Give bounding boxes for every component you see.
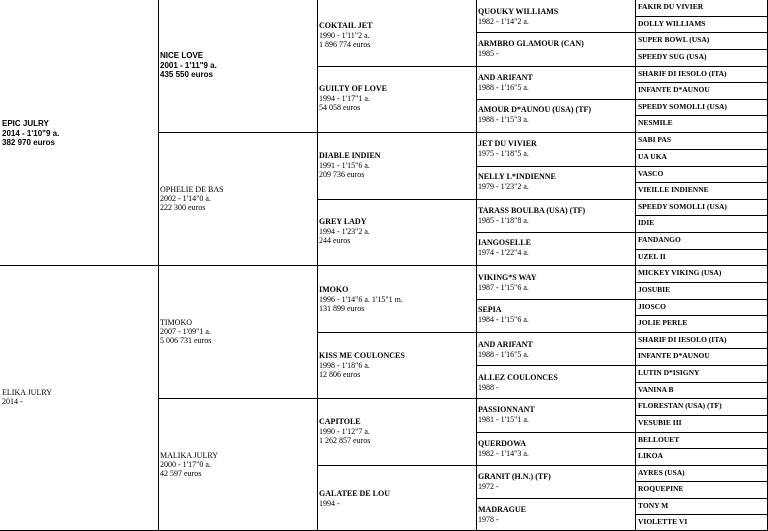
g3-info: 1996 - 1'14"6 a. 1'15"1 m.: [319, 295, 403, 304]
g4-name[interactable]: IANGOSELLE: [478, 238, 531, 247]
sire-info: 2001 - 1'11"9 a.: [160, 61, 217, 70]
g5-cell: [636, 250, 768, 266]
g3-earnings: 12 806 euros: [319, 370, 361, 379]
g5-cell: [636, 100, 768, 116]
g5-name[interactable]: DOLLY WILLIAMS: [638, 19, 706, 28]
g4-info: 1979 - 1'23"2 a.: [478, 182, 529, 191]
g5-cell: [636, 466, 768, 482]
g3-cell: [318, 200, 477, 266]
g5-name[interactable]: IDIE: [638, 218, 655, 227]
g5-name[interactable]: VESUBIE III: [638, 418, 682, 427]
g4-info: 1982 - 1'14"3 a.: [478, 449, 529, 458]
sire-earnings: 435 550 euros: [160, 70, 213, 79]
g3-cell: [318, 399, 477, 466]
g5-cell: [636, 433, 768, 449]
g5-name[interactable]: BELLOUET: [638, 435, 680, 444]
g3-info: 1998 - 1'18"6 a.: [319, 361, 370, 370]
sire-name[interactable]: NICE LOVE: [160, 51, 204, 60]
g3-cell: [318, 466, 477, 531]
g4-info: 1988 -: [478, 383, 499, 392]
g3-name[interactable]: KISS ME COULONCES: [319, 351, 405, 360]
g5-cell: [636, 499, 768, 515]
g3-info: 1994 -: [319, 499, 340, 508]
dam-dam-cell: [159, 399, 318, 531]
g5-cell: [636, 116, 768, 133]
g3-name[interactable]: IMOKO: [319, 285, 349, 294]
g4-info: 1981 - 1'15"1 a.: [478, 415, 529, 424]
g4-name[interactable]: JET DU VIVIER: [478, 139, 537, 148]
subject-name[interactable]: EPIC JULRY: [2, 119, 49, 128]
g5-name[interactable]: SABI PAS: [638, 135, 671, 144]
g4-info: 1985 - 1'18"8 a.: [478, 216, 529, 225]
g5-cell: [636, 67, 768, 83]
g5-name[interactable]: SPEEDY SUG (USA): [638, 52, 707, 61]
g4-cell: [477, 300, 636, 333]
g4-info: 1988 - 1'15"3 a.: [478, 115, 529, 124]
g3-earnings: 209 736 euros: [319, 170, 365, 179]
g5-name[interactable]: SPEEDY SOMOLLI (USA): [638, 202, 727, 211]
dam-sire-cell: [159, 266, 318, 399]
g5-name[interactable]: JOSUBIE: [638, 285, 671, 294]
g5-name[interactable]: SHARIF DI IESOLO (ITA): [638, 69, 727, 78]
g3-name[interactable]: GALATEE DE LOU: [319, 489, 390, 498]
g3-info: 1994 - 1'17"1 a.: [319, 94, 370, 103]
g4-info: 1978 -: [478, 515, 499, 524]
g5-cell: [636, 349, 768, 366]
g5-cell: [636, 333, 768, 349]
sire-dam-info: 2002 - 1'14"0 a.: [160, 194, 211, 203]
sire-dam-earnings: 222 300 euros: [160, 203, 206, 212]
dam-dam-earnings: 42 597 euros: [160, 469, 202, 478]
g4-info: 1982 - 1'14"2 a.: [478, 17, 529, 26]
g3-cell: [318, 67, 477, 133]
g3-earnings: 131 899 euros: [319, 304, 365, 313]
dam-name[interactable]: ELIKA JULRY: [2, 388, 52, 397]
g5-cell: [636, 482, 768, 499]
g4-name[interactable]: GRANIT (H.N.) (TF): [478, 472, 551, 481]
sire-cell: [159, 0, 318, 133]
g4-cell: [477, 33, 636, 67]
g5-name[interactable]: LIKOA: [638, 451, 664, 460]
g4-name[interactable]: QUERDOWA: [478, 439, 527, 448]
g5-name[interactable]: INFANTE D*AUNOU: [638, 351, 710, 360]
g4-cell: [477, 333, 636, 366]
dam-dam-name[interactable]: MALIKA JULRY: [160, 451, 219, 460]
g5-cell: [636, 399, 768, 416]
g4-cell: [477, 133, 636, 167]
g4-cell: [477, 466, 636, 499]
g5-name[interactable]: UZEL II: [638, 252, 666, 261]
g3-name[interactable]: GUILTY OF LOVE: [319, 84, 388, 93]
g5-name[interactable]: NESMILE: [638, 118, 673, 127]
g5-name[interactable]: INFANTE D*AUNOU: [638, 85, 710, 94]
g4-cell: [477, 233, 636, 266]
g4-cell: [477, 499, 636, 531]
g4-cell: [477, 366, 636, 399]
g3-name[interactable]: GREY LADY: [319, 217, 367, 226]
g5-cell: [636, 183, 768, 200]
g4-info: 1975 - 1'18"5 a.: [478, 149, 529, 158]
g3-name[interactable]: DIABLE INDIEN: [319, 151, 381, 160]
g5-name[interactable]: VANINA B: [638, 385, 674, 394]
g4-cell: [477, 433, 636, 466]
g4-cell: [477, 200, 636, 233]
g4-cell: [477, 399, 636, 433]
g4-name[interactable]: TARASS BOULBA (USA) (TF): [478, 206, 586, 215]
g5-cell: [636, 515, 768, 531]
g5-cell: [636, 366, 768, 383]
g5-name[interactable]: JIOSCO: [638, 302, 666, 311]
g5-name[interactable]: JOLIE PERLE: [638, 318, 688, 327]
dam-cell: [0, 266, 159, 531]
g4-name[interactable]: AMOUR D*AUNOU (USA) (TF): [478, 105, 592, 114]
g5-cell: [636, 216, 768, 233]
g4-info: 1988 - 1'16"5 a.: [478, 350, 529, 359]
g3-cell: [318, 266, 477, 333]
g3-cell: [318, 133, 477, 200]
sire-dam-name[interactable]: OPHELIE DE BAS: [160, 185, 224, 194]
sire-dam-cell: [159, 133, 318, 266]
g5-name[interactable]: FLORESTAN (USA) (TF): [638, 401, 722, 410]
g3-earnings: 1 262 857 euros: [319, 436, 371, 445]
g3-earnings: 244 euros: [319, 236, 351, 245]
g4-name[interactable]: NELLY L*INDIENNE: [478, 172, 556, 181]
subject-info: 2014 - 1'10"9 a.: [2, 129, 60, 138]
g5-name[interactable]: SUPER BOWL (USA): [638, 35, 710, 44]
subject-earnings: 382 970 euros: [2, 138, 55, 147]
dam-sire-earnings: 5 006 731 euros: [160, 336, 212, 345]
g5-name[interactable]: MICKEY VIKING (USA): [638, 268, 722, 277]
g5-cell: [636, 449, 768, 466]
g5-name[interactable]: UA UKA: [638, 152, 667, 161]
g5-cell: [636, 316, 768, 333]
g4-cell: [477, 0, 636, 33]
g4-info: 1972 -: [478, 482, 499, 491]
dam-info: 2014 -: [2, 397, 23, 406]
g4-info: 1985 -: [478, 49, 499, 58]
g4-info: 1974 - 1'22"4 a.: [478, 248, 529, 257]
g4-name[interactable]: ALLEZ COULONCES: [478, 373, 558, 382]
dam-sire-info: 2007 - 1'09"1 a.: [160, 327, 211, 336]
g5-name[interactable]: ROQUEPINE: [638, 484, 684, 493]
g5-name[interactable]: VIEILLE INDIENNE: [638, 185, 709, 194]
subject-cell: [0, 0, 159, 266]
g4-name[interactable]: VIKING*S WAY: [478, 273, 537, 282]
g5-cell: [636, 383, 768, 399]
g4-cell: [477, 266, 636, 300]
g4-info: 1988 - 1'16"5 a.: [478, 83, 529, 92]
g5-name[interactable]: VASCO: [638, 169, 664, 178]
g3-earnings: 54 058 euros: [319, 103, 361, 112]
g5-cell: [636, 150, 768, 167]
g5-name[interactable]: FAKIR DU VIVIER: [638, 2, 704, 11]
g4-name[interactable]: QUOUKY WILLIAMS: [478, 7, 559, 16]
g5-cell: [636, 0, 768, 17]
g5-cell: [636, 200, 768, 216]
g5-cell: [636, 300, 768, 316]
g4-name[interactable]: AND ARIFANT: [478, 73, 533, 82]
g3-info: 1991 - 1'15"6 a.: [319, 161, 370, 170]
g5-cell: [636, 266, 768, 283]
g5-name[interactable]: SPEEDY SOMOLLI (USA): [638, 102, 727, 111]
g3-cell: [318, 333, 477, 399]
g5-name[interactable]: AYRES (USA): [638, 468, 685, 477]
g4-cell: [477, 100, 636, 133]
g5-cell: [636, 416, 768, 433]
g4-name[interactable]: PASSIONNANT: [478, 405, 535, 414]
g3-earnings: 1 896 774 euros: [319, 40, 371, 49]
g4-cell: [477, 167, 636, 200]
g4-info: 1987 - 1'15"6 a.: [478, 283, 529, 292]
g4-name[interactable]: SEPIA: [478, 305, 502, 314]
g5-name[interactable]: FANDANGO: [638, 235, 681, 244]
dam-dam-info: 2000 - 1'17"0 a.: [160, 460, 211, 469]
g5-name[interactable]: LUTIN D*ISIGNY: [638, 368, 700, 377]
g3-cell: [318, 0, 477, 67]
g5-cell: [636, 167, 768, 183]
g5-cell: [636, 133, 768, 150]
g5-cell: [636, 50, 768, 67]
g5-name[interactable]: SHARIF DI IESOLO (ITA): [638, 335, 727, 344]
g4-name[interactable]: MADRAGUE: [478, 505, 526, 514]
g5-cell: [636, 33, 768, 50]
g5-name[interactable]: VIOLETTE VI: [638, 517, 688, 526]
g3-info: 1994 - 1'23"2 a.: [319, 227, 370, 236]
g5-cell: [636, 233, 768, 250]
g4-name[interactable]: ARMBRO GLAMOUR (CAN): [478, 39, 584, 48]
g5-cell: [636, 17, 768, 33]
g3-name[interactable]: CAPITOLE: [319, 417, 361, 426]
g3-info: 1990 - 1'12"7 a.: [319, 427, 370, 436]
g3-name[interactable]: COKTAIL JET: [319, 21, 373, 30]
g3-info: 1990 - 1'11"2 a.: [319, 31, 370, 40]
g4-name[interactable]: AND ARIFANT: [478, 340, 533, 349]
dam-sire-name[interactable]: TIMOKO: [160, 318, 192, 327]
g5-cell: [636, 83, 768, 100]
g4-info: 1984 - 1'15"6 a.: [478, 315, 529, 324]
g5-cell: [636, 283, 768, 300]
g5-name[interactable]: TONY M: [638, 501, 669, 510]
g4-cell: [477, 67, 636, 100]
